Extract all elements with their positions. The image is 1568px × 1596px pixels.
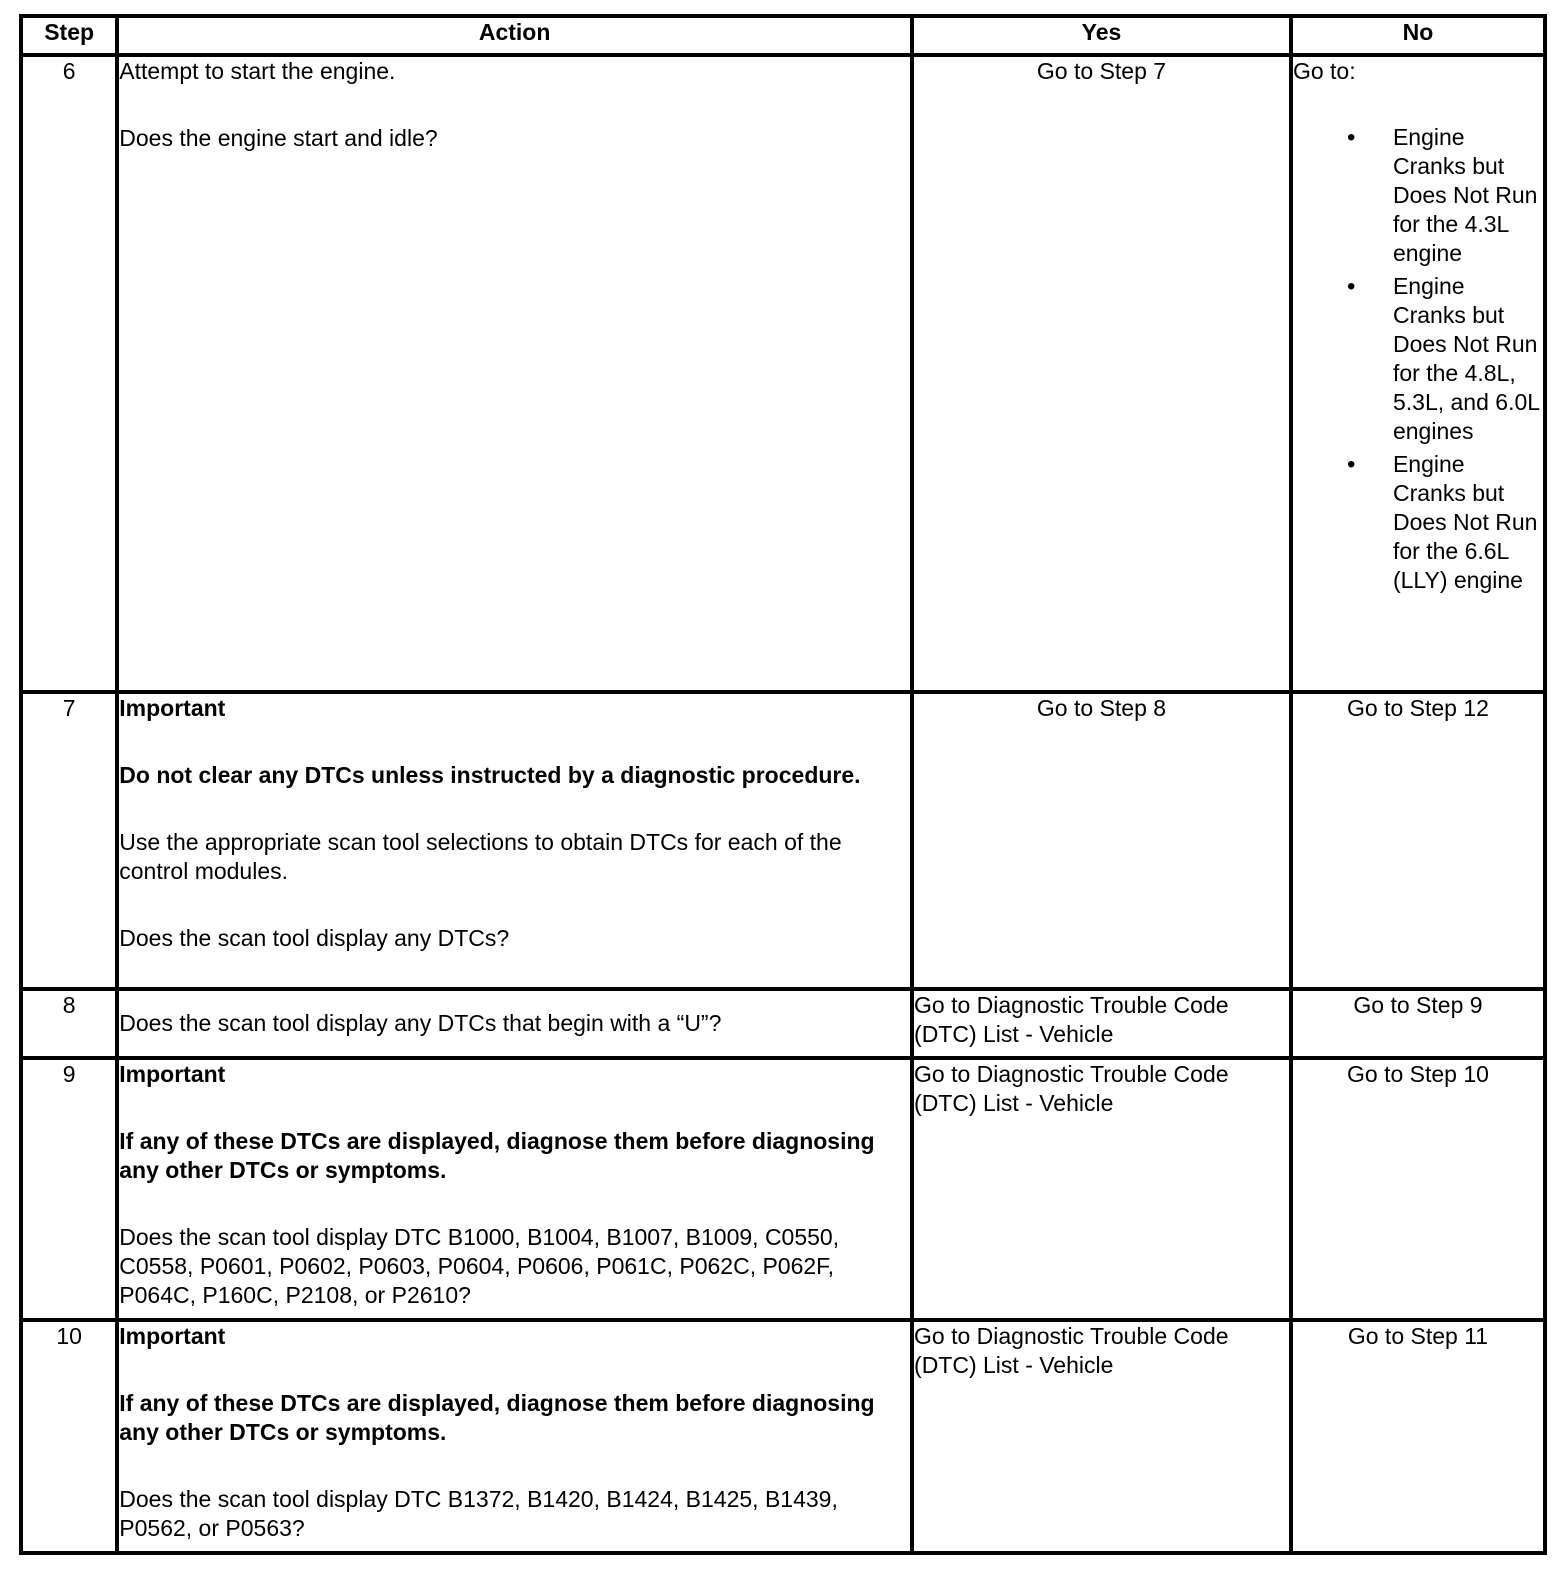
action-question: Does the scan tool display any DTCs? [119, 925, 510, 951]
action-question: Does the scan tool display DTC B1372, B1420, B1424, B1425, B1439, P0562, or P0563? [119, 1486, 838, 1541]
step-number: 9 [21, 1058, 117, 1320]
no-cell [1291, 989, 1545, 1058]
step-number: 6 [21, 55, 117, 692]
important-text: Do not clear any DTCs unless instructed by a diagnostic procedure. [119, 762, 861, 788]
no-link-list [1293, 123, 1543, 595]
action-cell [117, 55, 912, 692]
important-text: If any of these DTCs are displayed, diagnose them before diagnosing any other DTCs or symptoms. [119, 1128, 875, 1183]
no-link[interactable]: Go to Step 11 [1347, 1323, 1489, 1349]
header-yes: Yes [912, 16, 1291, 55]
table-row-step-10 [21, 1320, 1545, 1553]
yes-cell [912, 1058, 1291, 1320]
yes-cell [912, 1320, 1291, 1553]
yes-link[interactable]: Go to Diagnostic Trouble Code (DTC) List - Vehicle [914, 1061, 1229, 1116]
table-row-step-6 [21, 55, 1545, 692]
action-question: Does the scan tool display any DTCs that begin with a “U”? [119, 1010, 722, 1036]
important-label: Important [119, 695, 226, 721]
no-link[interactable]: Go to Step 10 [1347, 1061, 1489, 1087]
table-row-step-8 [21, 989, 1545, 1058]
important-label: Important [119, 1061, 226, 1087]
important-label: Important [119, 1323, 226, 1349]
table-row-step-7 [21, 692, 1545, 989]
diagnostic-steps-table [19, 14, 1547, 1555]
action-text: Attempt to start the engine. [119, 58, 396, 84]
action-text: Use the appropriate scan tool selections to obtain DTCs for each of the control modules. [119, 829, 842, 884]
no-link[interactable]: Go to Step 9 [1353, 992, 1483, 1018]
action-question: Does the scan tool display DTC B1000, B1004, B1007, B1009, C0550, C0558, P0601, P0602, P0603, P0604, P0606, P061C, P062C, P062F, P064C, P160C, P2108, or P2610? [119, 1224, 840, 1308]
header-action: Action [117, 16, 912, 55]
yes-cell [912, 55, 1291, 692]
no-link-item[interactable]: • Engine Cranks but Does Not Run for the 4.3L engine [1293, 123, 1543, 268]
no-link[interactable]: Go to Step 12 [1347, 695, 1489, 721]
action-question: Does the engine start and idle? [119, 125, 438, 151]
action-cell [117, 1320, 912, 1553]
action-cell [117, 989, 912, 1058]
yes-link[interactable]: Go to Step 8 [1036, 695, 1167, 721]
action-cell [117, 1058, 912, 1320]
no-link-item[interactable]: • Engine Cranks but Does Not Run for the 6.6L (LLY) engine [1293, 450, 1543, 595]
step-number: 8 [21, 989, 117, 1058]
no-cell [1291, 1320, 1545, 1553]
yes-link[interactable]: Go to Step 7 [1036, 58, 1167, 84]
header-step: Step [21, 16, 117, 55]
important-text: If any of these DTCs are displayed, diagnose them before diagnosing any other DTCs or symptoms. [119, 1390, 875, 1445]
yes-link[interactable]: Go to Diagnostic Trouble Code (DTC) List - Vehicle [914, 992, 1229, 1047]
table-row-step-9 [21, 1058, 1545, 1320]
no-cell [1291, 1058, 1545, 1320]
no-cell [1291, 55, 1545, 692]
no-intro: Go to: [1292, 58, 1356, 84]
yes-cell [912, 692, 1291, 989]
header-no: No [1291, 16, 1545, 55]
table-header-row [21, 16, 1545, 55]
yes-cell [912, 989, 1291, 1058]
step-number: 10 [21, 1320, 117, 1553]
yes-link[interactable]: Go to Diagnostic Trouble Code (DTC) List - Vehicle [914, 1323, 1229, 1378]
diagnostic-table-container [19, 14, 1547, 1592]
no-link-item[interactable]: • Engine Cranks but Does Not Run for the 4.8L, 5.3L, and 6.0L engines [1293, 272, 1543, 446]
no-cell [1291, 692, 1545, 989]
step-number: 7 [21, 692, 117, 989]
action-cell [117, 692, 912, 989]
